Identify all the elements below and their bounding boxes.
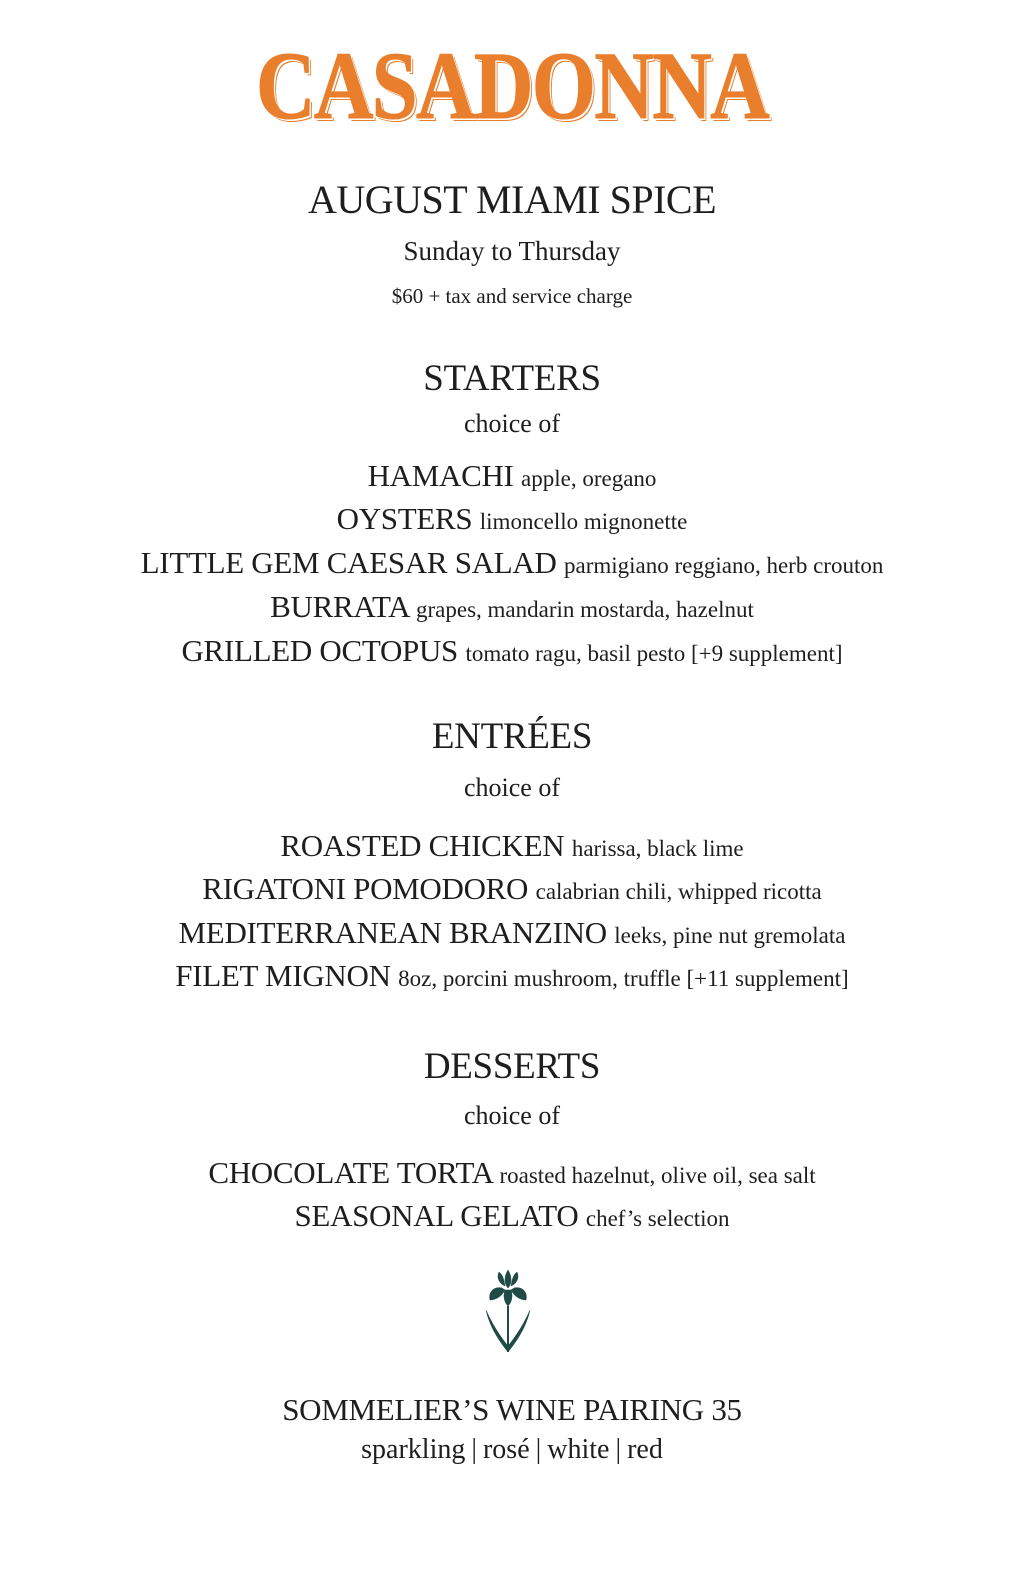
- menu-item: [0, 1196, 1024, 1239]
- menu-item: [0, 587, 1024, 630]
- menu-item: [0, 456, 1024, 499]
- menu-item-desc: apple, oregano: [521, 466, 657, 491]
- section-title-starters: STARTERS: [423, 358, 601, 399]
- section-title-desserts: DESSERTS: [423, 1046, 601, 1087]
- menu-item-desc: harissa, black lime: [571, 836, 744, 861]
- menu-item-desc: tomato ragu, basil pesto [+9 supplement]: [465, 641, 843, 666]
- iris-flower-icon: [478, 1266, 538, 1358]
- menu-subtitle: Sunday to Thursday: [403, 236, 621, 266]
- menu-item-name: GRILLED OCTOPUS: [181, 633, 458, 668]
- menu-item: [0, 956, 1024, 999]
- menu-item-name: RIGATONI POMODORO: [202, 871, 529, 906]
- wine-option: red: [627, 1434, 663, 1465]
- menu-item: [0, 1153, 1024, 1196]
- menu-item: [0, 499, 1024, 542]
- menu-item-desc: parmigiano reggiano, herb crouton: [564, 553, 884, 578]
- menu-item-name: OYSTERS: [336, 501, 473, 536]
- section-choice-desserts: choice of: [463, 1101, 560, 1130]
- menu-item: [0, 631, 1024, 674]
- menu-item: [0, 913, 1024, 956]
- separator: |: [471, 1434, 477, 1465]
- menu-item-name: BURRATA: [270, 589, 409, 624]
- menu-item-name: CHOCOLATE TORTA: [208, 1155, 493, 1190]
- menu-item-desc: chef’s selection: [585, 1206, 730, 1231]
- menu-item-desc: grapes, mandarin mostarda, hazelnut: [416, 597, 754, 622]
- menu-item-desc: calabrian chili, whipped ricotta: [535, 879, 822, 904]
- menu-item-name: LITTLE GEM CAESAR SALAD: [140, 545, 557, 580]
- separator: |: [615, 1434, 622, 1465]
- menu-item-name: MEDITERRANEAN BRANZINO: [178, 915, 607, 950]
- menu-item-desc: limoncello mignonette: [479, 509, 688, 534]
- menu-item-desc: roasted hazelnut, olive oil, sea salt: [499, 1163, 816, 1188]
- wine-pairing-options: [0, 1432, 1024, 1468]
- menu-item-name: FILET MIGNON: [175, 958, 391, 993]
- section-title-entrees: ENTRÉES: [431, 716, 593, 757]
- menu-item: [0, 543, 1024, 586]
- section-choice-starters: choice of: [463, 409, 560, 438]
- menu-item: [0, 869, 1024, 912]
- menu-item-desc: 8oz, porcini mushroom, truffle [+11 supplement]: [398, 966, 849, 991]
- menu-item-name: ROASTED CHICKEN: [280, 828, 565, 863]
- wine-pairing-title: SOMMELIER’S WINE PAIRING 35: [282, 1392, 742, 1427]
- separator: |: [535, 1434, 542, 1465]
- wine-option: white: [547, 1434, 610, 1465]
- wine-option: sparkling: [361, 1434, 466, 1465]
- restaurant-logo: CASADONNA: [255, 32, 768, 139]
- menu-item-desc: leeks, pine nut gremolata: [614, 923, 846, 948]
- price-note: $60 + tax and service charge: [391, 284, 633, 308]
- wine-option: rosé: [482, 1434, 530, 1465]
- menu-title: AUGUST MIAMI SPICE: [307, 177, 717, 222]
- menu-item-name: HAMACHI: [367, 458, 514, 493]
- menu-item-name: SEASONAL GELATO: [294, 1198, 579, 1233]
- menu-item: [0, 826, 1024, 869]
- section-choice-entrees: choice of: [463, 773, 560, 802]
